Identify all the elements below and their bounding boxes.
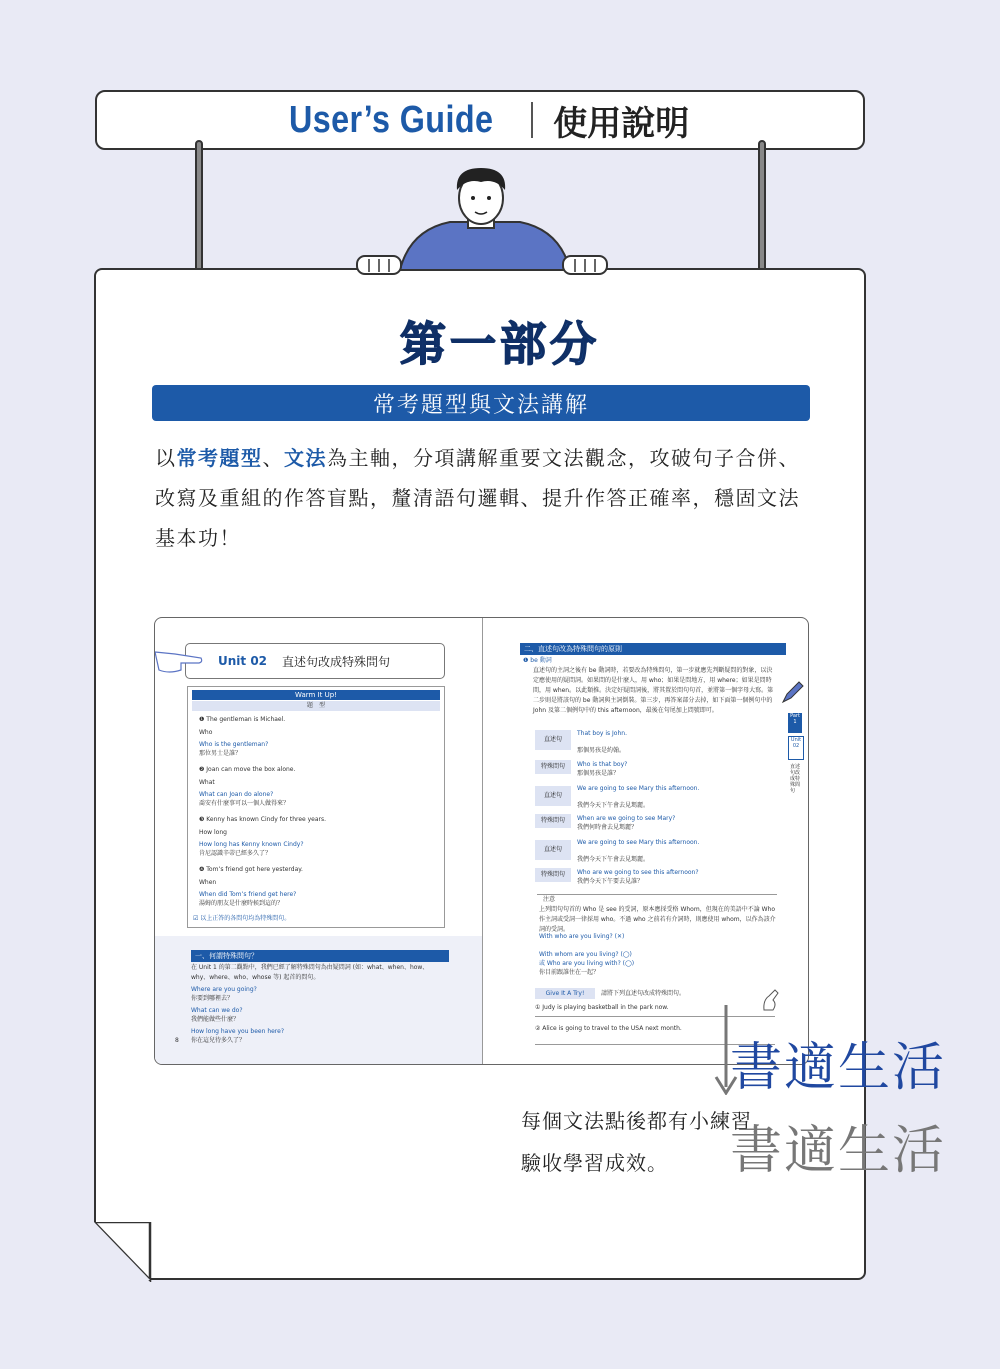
hand-pencil-icon <box>761 988 781 1014</box>
pair1-s-zh: 那個男孩是約翰。 <box>577 747 626 754</box>
left-pole <box>195 140 203 275</box>
sec1-ex1-zh: 你要到哪裡去？ <box>191 995 234 1002</box>
header-divider <box>531 102 533 138</box>
watermark-blue: 書適生活 <box>730 1038 947 1098</box>
sec1-ex3-en: How long have you been here? <box>191 1028 285 1035</box>
warm-zh2: 喬安有什麼事可以一個人做得來？ <box>199 800 290 807</box>
right-pole <box>758 140 766 275</box>
sec1-ex3-zh: 你在這兒待多久了？ <box>191 1037 246 1044</box>
warm-q2: ❷ Joan can move the box alone. <box>199 766 296 773</box>
sec1-ex1-en: Where are you going? <box>191 986 257 993</box>
pair3-s: We are going to see Mary this afternoon. <box>577 839 700 846</box>
note-ex4: 你目前跟誰住在一起？ <box>539 969 600 976</box>
pair1-q-zh: 那個男孩是誰？ <box>577 770 620 777</box>
unit-heading-box <box>185 643 445 679</box>
part-title: 第一部分 <box>400 317 600 371</box>
book-spread-preview <box>154 617 809 1065</box>
note-ex1: With who are you living? (✕) <box>539 933 625 940</box>
page-fold-corner <box>94 1222 154 1282</box>
caption-line1: 每個文法點後都有小練習， <box>521 1109 773 1133</box>
label-statement-1: 直述句 <box>535 730 571 750</box>
sec1-title: 一、何謂特殊問句？ <box>191 950 449 962</box>
header-title-en: User’s Guide <box>288 98 494 141</box>
warm-up-title: Warm It Up! <box>192 690 440 700</box>
book-spine <box>482 618 483 1064</box>
pair2-s-zh: 我們今天下午會去見瑪麗。 <box>577 802 650 809</box>
pointing-hand-icon <box>155 648 203 676</box>
label-question-1: 特殊問句 <box>535 760 571 774</box>
pair3-s-zh: 我們今天下午會去見瑪麗。 <box>577 856 650 863</box>
warm-zh3: 肯尼認識辛蒂已經多久了？ <box>199 850 272 857</box>
point-be-verb: ❶ be 動詞 <box>523 657 552 664</box>
label-statement-2: 直述句 <box>535 786 571 806</box>
label-statement-3: 直述句 <box>535 840 571 860</box>
highlight-grammar: 文法 <box>284 446 327 470</box>
warm-ans1: Who is the gentleman? <box>199 741 269 748</box>
page-number: 8 <box>175 1037 179 1044</box>
try-label: Give It A Try! <box>535 988 595 999</box>
sec1-ex2-en: What can we do? <box>191 1007 243 1014</box>
pencil-icon <box>781 680 805 704</box>
note-ex2: With whom are you living? (◯) <box>539 951 632 958</box>
intro-paragraph: 以常考題型、文法為主軸，分項講解重要文法觀念，攻破句子合併、改寫及重組的作答盲點，釐清語句邏輯、提升作答正確率，穩固文法基本功！ <box>155 446 800 550</box>
pair2-s: We are going to see Mary this afternoon. <box>577 785 700 792</box>
warm-q3: ❸ Kenny has known Cindy for three years. <box>199 816 327 823</box>
warm-check-note: ☑ 以上正答的各問句均為特殊問句。 <box>193 915 291 922</box>
sec1-ex2-zh: 我們能做些什麼？ <box>191 1016 240 1023</box>
try-instruction: 請將下列直述句改成特殊問句。 <box>601 990 686 997</box>
sec2-title: 二、直述句改為特殊問句的原則 <box>520 643 786 655</box>
pair2-q: When are we going to see Mary? <box>577 815 676 822</box>
caption-line2: 驗收學習成效。 <box>521 1151 668 1175</box>
try-item2: ② Alice is going to travel to the USA next month. <box>535 1025 682 1032</box>
warm-q4: ❹ Tom’s friend got here yesterday. <box>199 866 303 873</box>
note-ex3: 或 Who are you living with? (◯) <box>539 960 635 967</box>
mascot-illustration <box>355 160 615 280</box>
section-banner: 常考題型與文法講解 <box>152 385 810 421</box>
try-item1: ① Judy is playing basketball in the park now. <box>535 1004 669 1011</box>
warm-ans4: When did Tom’s friend get here? <box>199 891 297 898</box>
pair1-s: That boy is John. <box>577 730 627 737</box>
guide-header-sign <box>95 90 865 150</box>
sec2-body: 直述句的主詞之後有 be 動詞時，若要改為特殊問句，第一步就應先判斷疑問的對象，以決定應使用的疑問詞。如果問的是什麼人，用 who；如果是問地方，用 where；如果是問時間，用 when。以此類推。決定好疑問詞後，將其置於問句句首，並將第一個字母大寫。第二步則是將該句的 be 動詞與主詞倒裝。第三步，再答案部分去掉，如下面第一個例句中的 John 及第二個例句中的 this afternoon，最後在句尾加上問號即可。 <box>533 667 774 714</box>
warm-blank4: When <box>199 879 217 886</box>
warm-up-subtitle: 題 型 <box>192 701 440 711</box>
unit-title: 直述句改成特殊問句 <box>282 655 391 669</box>
label-question-3: 特殊問句 <box>535 868 571 882</box>
pair3-q: Who are we going to see this afternoon? <box>577 869 699 876</box>
warm-ans3: How long has Kenny known Cindy? <box>199 841 304 848</box>
pair1-q: Who is that boy? <box>577 761 628 768</box>
warm-zh1: 那位男士是誰？ <box>199 750 242 757</box>
note-title: 注意 <box>543 896 556 903</box>
warm-blank1: Who <box>199 729 213 736</box>
pair3-q-zh: 我們今天下午要去見誰？ <box>577 878 644 885</box>
warm-blank3: How long <box>199 829 227 836</box>
warm-zh4: 湯姆的朋友是什麼時候到這的？ <box>199 900 284 907</box>
tab-part: Part 1 <box>788 713 802 733</box>
note-body: 上列問句句首的 Who 是 see 的受詞，原本應採受格 Whom，但現在的美語中不論 Who 作主詞或受詞一律採用 who。不過 who 之前若有介詞時，則應使用 whom，以作為該介詞的受詞。 <box>539 906 776 933</box>
header-title-zh: 使用說明 <box>553 103 690 144</box>
pair2-q-zh: 我們何時會去見瑪麗？ <box>577 824 638 831</box>
tab-unit: Unit 02 <box>788 736 804 760</box>
warm-q1: ❶ The gentleman is Michael. <box>199 716 286 723</box>
warm-ans2: What can Joan do alone? <box>199 791 274 798</box>
label-question-2: 特殊問句 <box>535 814 571 828</box>
sec1-body: 在 Unit 1 的第二觀點中，我們已經了解特殊問句為由疑問詞 (如：what、when、how、why、where、who、whose 等) 起首的問句。 <box>191 964 429 981</box>
unit-label: Unit 02 <box>218 654 268 668</box>
warm-blank2: What <box>199 779 215 786</box>
highlight-question-types: 常考題型 <box>176 446 263 470</box>
watermark-grey: 書適生活 <box>730 1121 947 1181</box>
tab-unit-title: 直述句改成特殊問句 <box>790 764 801 794</box>
